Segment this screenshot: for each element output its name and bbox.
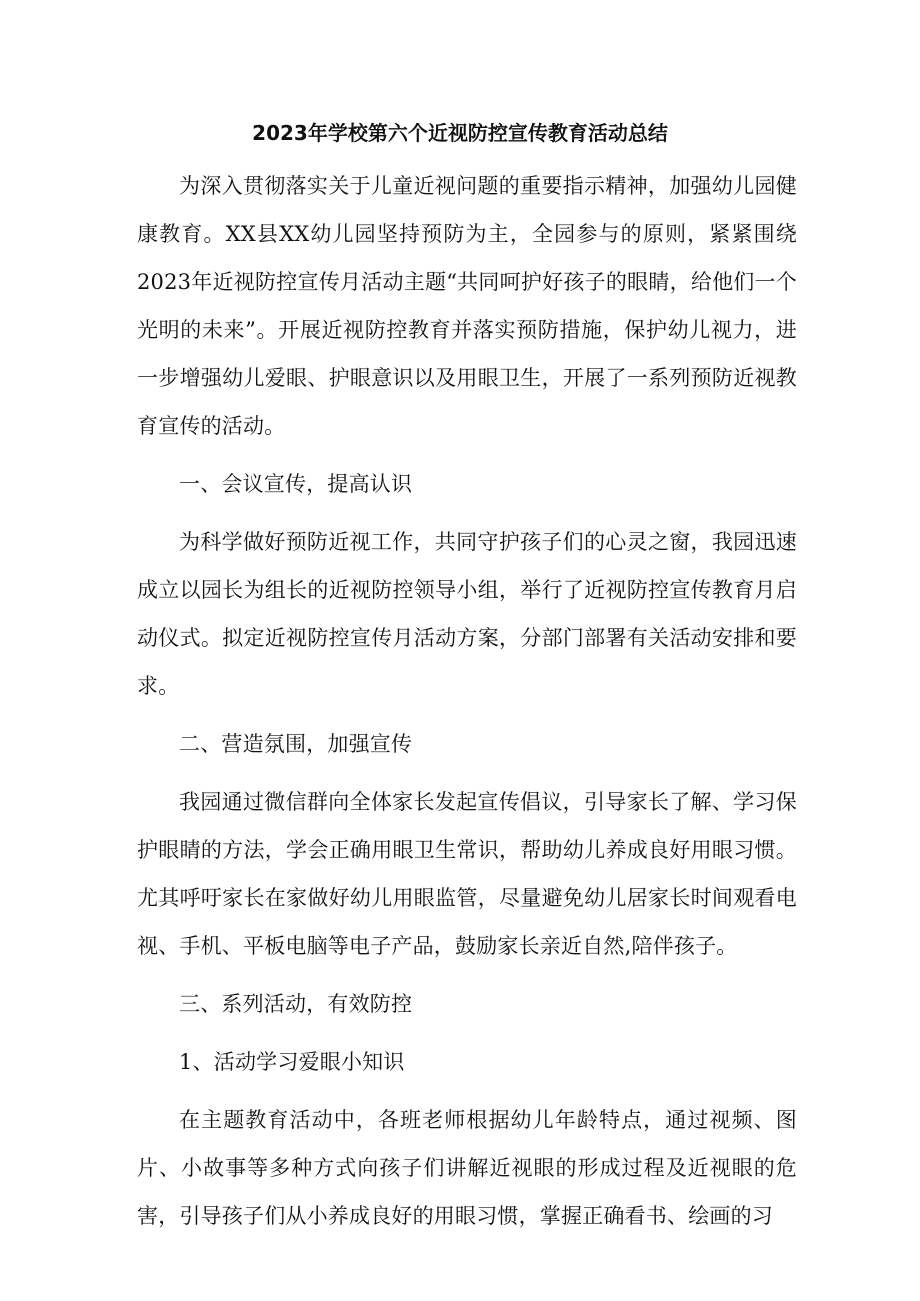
section-1-paragraph: 为科学做好预防近视工作，共同守护孩子们的心灵之窗，我园迅速成立以园长为组长的近视防控领导小组，举行了近视防控宣传教育月启动仪式。拟定近视防控宣传月活动方案，分部门部署有关活动安排和要求。	[137, 530, 797, 698]
document-body	[137, 162, 797, 1250]
document-title: 2023年学校第六个近视防控宣传教育活动总结	[252, 121, 668, 145]
subsection-1-paragraph: 在主题教育活动中，各班老师根据幼儿年龄特点，通过视频、图片、小故事等多种方式向孩子们讲解近视眼的形成过程及近视眼的危害，引导孩子们从小养成良好的用眼习惯，掌握正确看书、绘画的习	[137, 1108, 797, 1228]
section-heading-2: 二、营造氛围，加强宣传	[179, 732, 413, 756]
section-2-paragraph: 我园通过微信群向全体家长发起宣传倡议，引导家长了解、学习保护眼睛的方法，学会正确用眼卫生常识，帮助幼儿养成良好用眼习惯。尤其呼吁家长在家做好幼儿用眼监管，尽量避免幼儿居家长时间观看电视、手机、平板电脑等电子产品，鼓励家长亲近自然,陪伴孩子。	[137, 790, 797, 958]
subsection-heading-1: 1、活动学习爱眼小知识	[179, 1050, 405, 1074]
section-heading-3: 三、系列活动，有效防控	[179, 992, 413, 1016]
intro-paragraph: 为深入贯彻落实关于儿童近视问题的重要指示精神，加强幼儿园健康教育。XX县XX幼儿园坚持预防为主，全园参与的原则，紧紧围绕2023年近视防控宣传月活动主题“共同呵护好孩子的眼睛，给他们一个光明的未来”。开展近视防控教育并落实预防措施，保护幼儿视力，进一步增强幼儿爱眼、护眼意识以及用眼卫生，开展了一系列预防近视教育宣传的活动。	[137, 174, 797, 438]
section-heading-1: 一、会议宣传，提高认识	[179, 472, 413, 496]
